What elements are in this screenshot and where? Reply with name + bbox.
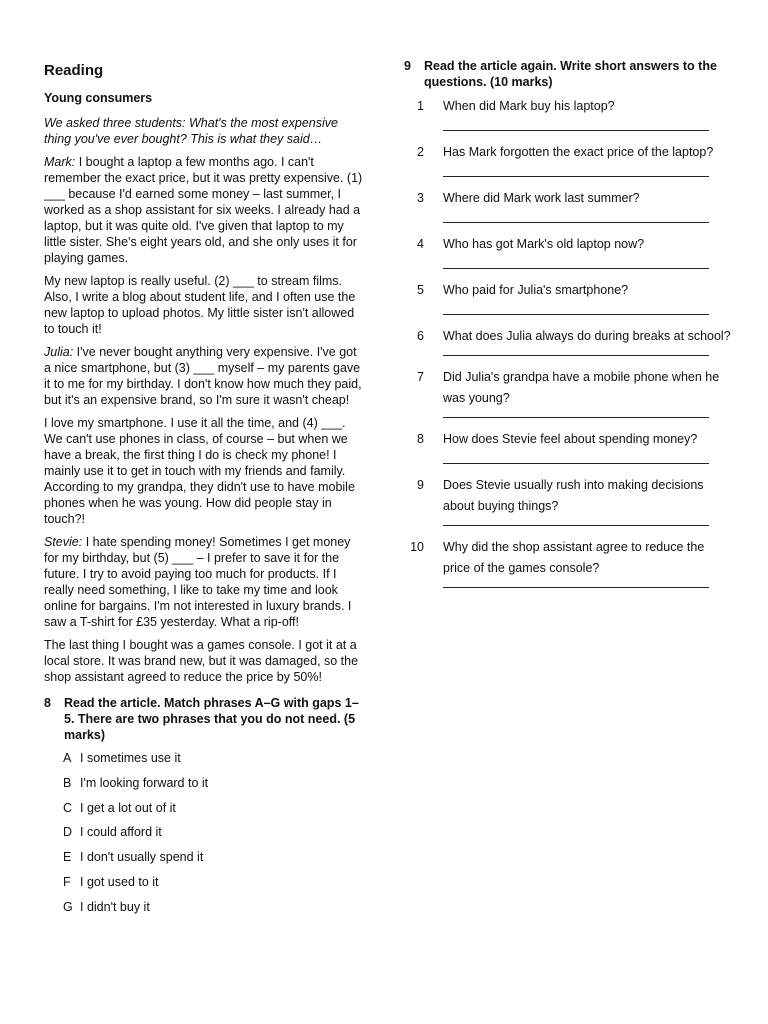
question-list: [404, 96, 734, 588]
option-letter: D: [63, 825, 73, 840]
question-number: 10: [410, 540, 424, 554]
speaker-name: Mark:: [44, 155, 76, 169]
question-item: [404, 326, 734, 347]
question-text: When did Mark buy his laptop?: [443, 99, 615, 113]
option-text: I don't usually spend it: [80, 850, 204, 865]
question-number: 2: [417, 145, 424, 159]
question-text: What does Julia always do during breaks at school?: [443, 329, 731, 343]
task-number: 9: [404, 59, 411, 73]
article-title: Young consumers: [44, 91, 153, 105]
speaker-name: Julia:: [44, 345, 74, 359]
article-paragraph: [44, 415, 366, 527]
option-item: [63, 850, 366, 875]
question-text: Who has got Mark's old laptop now?: [443, 237, 645, 251]
article-paragraph: [44, 637, 366, 685]
paragraph-text: I love my smartphone. I use it all the time, and (4) ___. We can't use phones in class, of course – but when we have a break, the first thing I do is check my phone! I mainly use it to get in touch with my friends and family. According to my grandpa, they didn't use to have mobile phones when he was young. How did people stay in touch?!: [44, 416, 355, 526]
option-item: [63, 875, 366, 900]
question-text: How does Stevie feel about spending money?: [443, 432, 698, 446]
question-text: Has Mark forgotten the exact price of the laptop?: [443, 145, 714, 159]
question-item: [404, 96, 734, 117]
option-letter: E: [63, 850, 72, 865]
option-letter: F: [63, 874, 71, 889]
reading-column: [44, 62, 366, 925]
question-number: 8: [417, 432, 424, 446]
question-number: 9: [417, 478, 424, 492]
question-item: [404, 367, 734, 409]
question-item: [404, 475, 734, 517]
task-9: [404, 58, 734, 588]
article-paragraph: [44, 273, 366, 337]
paragraph-text: My new laptop is really useful. (2) ___ to stream films. Also, I write a blog about student life, and I often use the new laptop to upload photos. My little sister isn't allowed to touch it!: [44, 274, 356, 336]
question-item: [404, 142, 734, 163]
paragraph-text: I hate spending money! Sometimes I get money for my birthday, but (5) ___ – I prefer to save it for the future. I try to avoid paying too much for products. If I really need something, I like to take my time and look online for bargains. I'm not interested in luxury brands. I saw a T-shirt for £35 yesterday. What a rip-off!: [44, 535, 352, 629]
option-text: I didn't buy it: [80, 899, 150, 914]
question-text: Where did Mark work last summer?: [443, 191, 640, 205]
question-number: 1: [417, 99, 424, 113]
question-text: Does Stevie usually rush into making decisions about buying things?: [443, 478, 704, 513]
article-paragraph: [44, 154, 366, 266]
section-title: Reading: [44, 62, 104, 79]
task-number: 8: [44, 696, 51, 710]
option-list: [44, 751, 366, 925]
answer-line[interactable]: [443, 463, 709, 464]
option-letter: B: [63, 775, 72, 790]
task-8-instruction: [44, 695, 366, 743]
question-item: [404, 234, 734, 255]
question-item: [404, 280, 734, 301]
option-item: [63, 801, 366, 826]
task-instruction-text: Read the article again. Write short answers to the questions. (10 marks): [424, 59, 717, 89]
article-intro: We asked three students: What's the most expensive thing you've ever bought? This is what they said…: [44, 116, 338, 146]
task-9-instruction: [404, 58, 734, 90]
option-text: I'm looking forward to it: [80, 775, 209, 790]
option-text: I got used to it: [80, 874, 159, 889]
answer-line[interactable]: [443, 355, 709, 356]
answer-line[interactable]: [443, 130, 709, 131]
question-number: 6: [417, 329, 424, 343]
question-number: 3: [417, 191, 424, 205]
question-text: Why did the shop assistant agree to reduce the price of the games console?: [443, 540, 705, 575]
paragraph-text: The last thing I bought was a games console. I got it at a local store. It was brand new, but it was damaged, so the shop assistant agreed to reduce the price by 50%!: [44, 638, 359, 684]
answer-line[interactable]: [443, 268, 709, 269]
option-item: [63, 776, 366, 801]
speaker-name: Stevie:: [44, 535, 83, 549]
answer-line[interactable]: [443, 587, 709, 588]
answer-line[interactable]: [443, 222, 709, 223]
option-letter: G: [63, 899, 73, 914]
article-paragraph: [44, 344, 366, 408]
option-item: [63, 825, 366, 850]
answer-line[interactable]: [443, 417, 709, 418]
paragraph-text: I've never bought anything very expensive. I've got a nice smartphone, but (3) ___ myself – my parents gave it to me for my birthday. I don't know how much they paid, but it's an expensive brand, so I'm sure it wasn't cheap!: [44, 345, 362, 407]
option-letter: A: [63, 751, 72, 765]
option-item: [63, 751, 366, 776]
question-text: Did Julia's grandpa have a mobile phone when he was young?: [443, 370, 720, 405]
answer-line[interactable]: [443, 525, 709, 526]
task-8: [44, 695, 366, 925]
option-letter: C: [63, 800, 73, 815]
question-number: 4: [417, 237, 424, 251]
question-text: Who paid for Julia's smartphone?: [443, 283, 629, 297]
task-instruction-text: Read the article. Match phrases A–G with gaps 1–5. There are two phrases that you do not need. (5 marks): [64, 696, 359, 742]
answer-line[interactable]: [443, 314, 709, 315]
article-paragraph: [44, 534, 366, 630]
question-number: 5: [417, 283, 424, 297]
question-item: [404, 188, 734, 209]
question-number: 7: [417, 370, 424, 384]
option-item: [63, 900, 366, 925]
option-text: I sometimes use it: [80, 751, 181, 765]
question-item: [404, 429, 734, 450]
question-item: [404, 537, 734, 579]
option-text: I get a lot out of it: [80, 800, 176, 815]
answer-line[interactable]: [443, 176, 709, 177]
option-text: I could afford it: [80, 825, 162, 840]
paragraph-text: I bought a laptop a few months ago. I can't remember the exact price, but it was pretty expensive. (1) ___ because I'd earned some money – last summer, I worked as a shop assistant for six weeks. I already had a laptop, but it was quite old. I've given that laptop to my little sister. She's eight years old, and she only uses it for playing games.: [44, 155, 363, 265]
